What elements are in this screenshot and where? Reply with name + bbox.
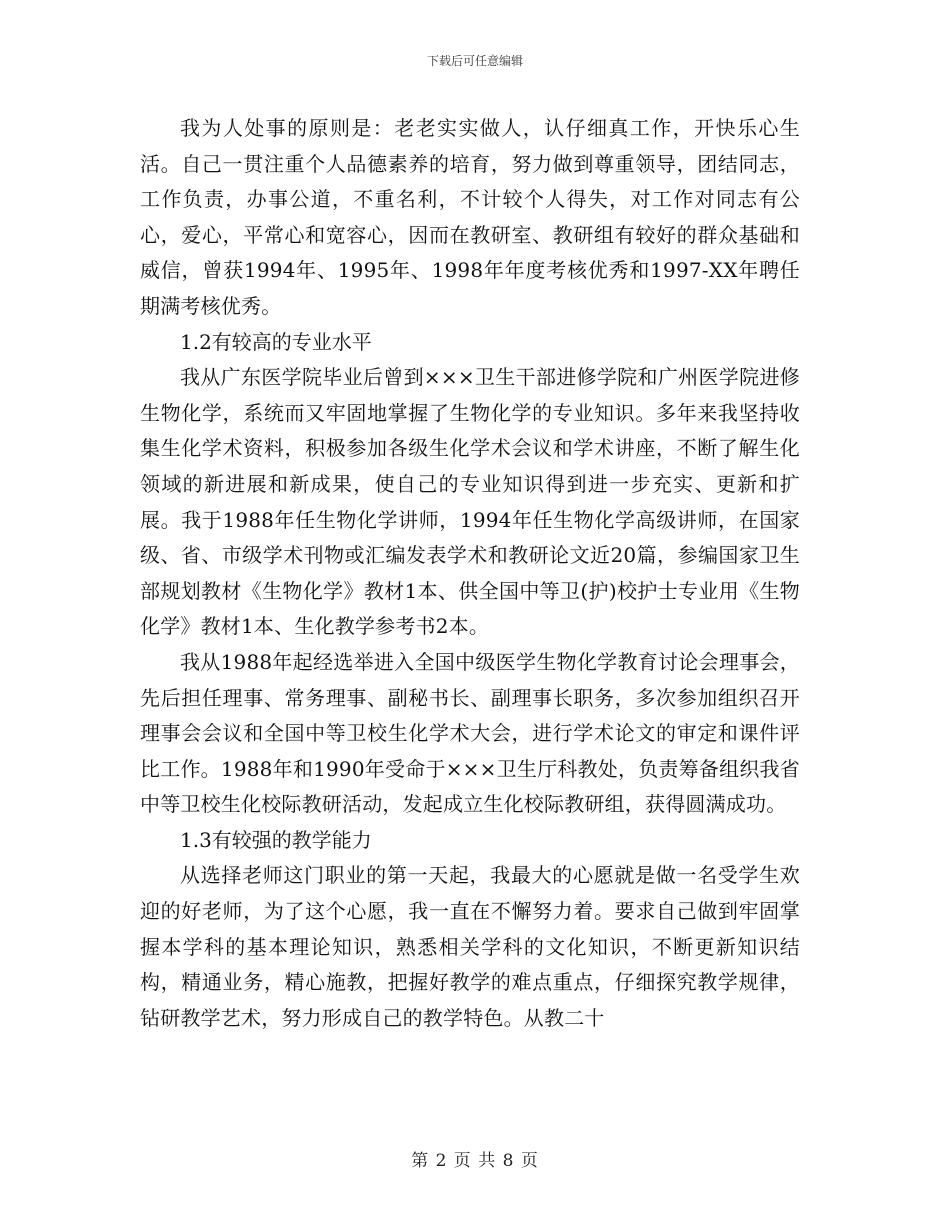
paragraph-professional-level: 我从广东医学院毕业后曾到×××卫生干部进修学院和广州医学院进修生物化学，系统而又牢固地掌握了生物化学的专业知识。多年来我坚持收集生化学术资料，积极参加各级生化学术会议和学术讲座，不断了解生化领域的新进展和新成果，使自己的专业知识得到进一步充实、更新和扩展。我于1988年任生物化学讲师，1994年任生物化学高级讲师，在国家级、省、市级学术刊物或汇编发表学术和教研论文近20篇，参编国家卫生部规划教材《生物化学》教材1本、供全国中等卫(护)校护士专业用《生物化学》教材1本、生化教学参考书2本。 bbox=[140, 365, 800, 639]
section-heading-1-3: 1.3有较强的教学能力 bbox=[180, 827, 372, 852]
paragraph-council-work: 我从1988年起经选举进入全国中级医学生物化学教育讨论会理事会，先后担任理事、常务理事、副秘书长、副理事长职务，多次参加组织召开理事会会议和全国中等卫校生化学术大会，进行学术论文的审定和课件评比工作。1988年和1990年受命于×××卫生厅科教处，负责筹备组织我省中等卫校生化校际教研活动，发起成立生化校际教研组，获得圆满成功。 bbox=[140, 649, 800, 817]
page-footer: 第 2 页 共 8 页 bbox=[411, 1151, 539, 1171]
document-body bbox=[140, 111, 800, 1036]
page-header: 下载后可任意编辑 bbox=[426, 54, 523, 68]
paragraph-principles: 我为人处事的原则是：老老实实做人，认仔细真工作，开快乐心生活。自己一贯注重个人品德素养的培育，努力做到尊重领导，团结同志，工作负责，办事公道，不重名利，不计较个人得失，对工作对同志有公心，爱心，平常心和宽容心，因而在教研室、教研组有较好的群众基础和威信，曾获1994年、1995年、1998年年度考核优秀和1997-XX年聘任期满考核优秀。 bbox=[140, 116, 800, 318]
section-heading-1-2: 1.2有较高的专业水平 bbox=[180, 329, 372, 354]
paragraph-teaching-ability: 从选择老师这门职业的第一天起，我最大的心愿就是做一名受学生欢迎的好老师，为了这个心愿，我一直在不懈努力着。要求自己做到牢固掌握本学科的基本理论知识，熟悉相关学科的文化知识，不断更新知识结构，精通业务，精心施教，把握好教学的难点重点，仔细探究教学规律，钻研教学艺术，努力形成自己的教学特色。从教二十 bbox=[140, 863, 800, 1030]
